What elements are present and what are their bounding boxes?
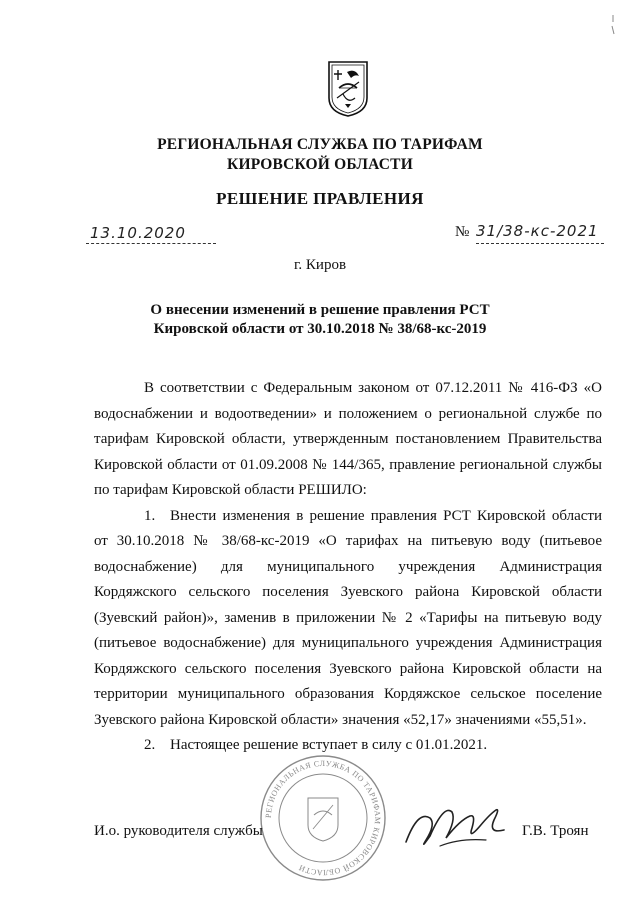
official-seal-stamp [258,753,388,883]
decision-subject: О внесении изменений в решение правления РСТ Кировской области от 30.10.2018 № 38/68-кс-2019 [150,302,490,337]
item-1-number: 1. [144,507,156,524]
svg-text:РЕГИОНАЛЬНАЯ СЛУЖБА ПО ТАРИФАМ: РЕГИОНАЛЬНАЯ СЛУЖБА ПО ТАРИФАМ КИРОВСКОЙ ОБЛАСТИ [263,758,383,878]
handwritten-signature [400,790,510,860]
date-underline [86,243,216,244]
item-1-paragraph [94,504,602,734]
organization-name: РЕГИОНАЛЬНАЯ СЛУЖБА ПО ТАРИФАМ [157,136,483,153]
intro-paragraph: В соответствии с Федеральным законом от 07.12.2011 № 416-ФЗ «О водоснабжении и водоотведении» и положением о региональной службе по тарифам Кировской области, утвержденным постановлением Правительства Кировской области от 01.09.2008 № 144/365, правление региональной службы по тарифам Кировской области РЕШИЛО: [94,380,602,498]
organization-region: КИРОВСКОЙ ОБЛАСТИ [227,156,413,173]
signatory-name: Г.В. Троян [522,823,589,839]
handwritten-decision-number: 31/38-кс-2021 [476,222,599,240]
document-type-title: РЕШЕНИЕ ПРАВЛЕНИЯ [216,189,424,208]
item-1-text: Внести изменения в решение правления РСТ Кировской области от 30.10.2018 № 38/68-кс-2019 «О тарифах на питьевую воду (питьевое водоснабжение) для муниципального учреждения Администрация Кордяжского сельского поселения Зуевского района Кировской области (Зуевский район)», заменив в приложении № 2 «Тарифы на питьевую воду (питьевое водоснабжение) для муниципального учреждения Администрация Кордяжского сельского поселения Зуевского района Кировской области на территории муниципального образования Кордяжское сельское поселение Зуевского района Кировской области» значения «52,17» значениями «55,51». [94,507,602,728]
number-sign: № [455,224,470,240]
scan-mark [608,14,618,36]
document-body [94,376,602,759]
item-2-text: Настоящее решение вступает в силу с 01.01.2021. [170,737,488,753]
city-name: г. Киров [293,257,347,273]
signatory-position: И.о. руководителя службы [94,823,263,839]
number-underline [476,243,604,244]
handwritten-date: 13.10.2020 [90,224,186,242]
coat-of-arms-emblem [325,58,371,118]
item-2-number: 2. [144,737,156,753]
